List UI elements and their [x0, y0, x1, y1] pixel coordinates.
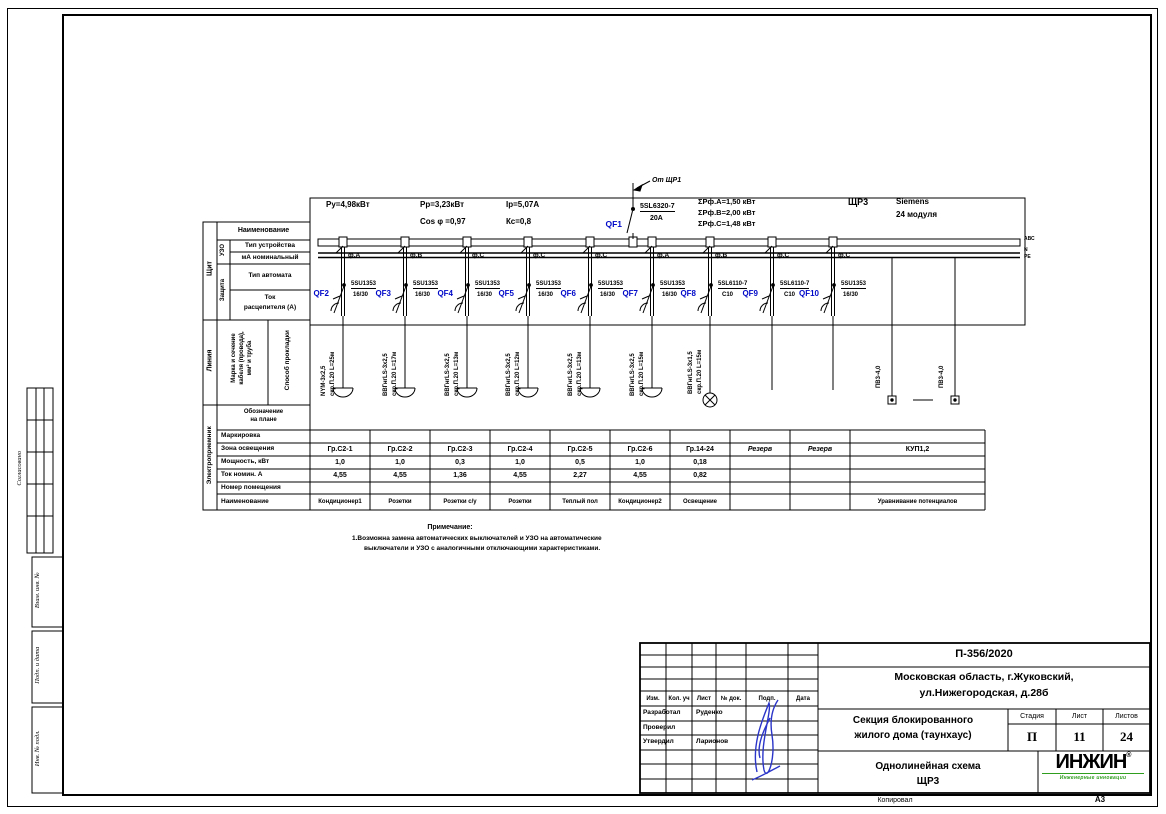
col-podp: Подп.	[758, 696, 776, 702]
section-line-label: Линия	[206, 349, 214, 372]
section-consumer-label: Электроприемник	[205, 426, 213, 485]
phase-label: ф.В	[410, 252, 423, 259]
col-izm: Изм.	[646, 696, 660, 702]
object-line-1: Секция блокированного	[852, 715, 974, 726]
group-cell: Гр.С2-2	[387, 446, 413, 453]
copied-label: Копировал	[877, 797, 913, 804]
phase-label: ф.С	[595, 252, 608, 259]
group-cell: Гр.С2-4	[507, 446, 533, 453]
section-shield-label: Щит	[206, 261, 214, 276]
cable-label: ВВГнгLS-3х2,5	[383, 353, 389, 396]
kup-cable-label: ПВ3-4,0	[939, 365, 945, 388]
section-protection-label: Защита	[220, 278, 226, 302]
breaker-label: QF3	[375, 289, 391, 298]
incoming-feed-label: От ЩР1	[652, 177, 682, 184]
project-code: П-356/2020	[955, 648, 1013, 660]
breaker-label: QF9	[742, 289, 758, 298]
power-cell: 0,3	[455, 459, 465, 466]
cable-laying: скр.П.20 L=17м	[392, 351, 398, 396]
breaker-type: 5SL6110-7	[718, 281, 748, 287]
phase-sum-c: ΣРф.С=1,48 кВт	[698, 219, 756, 228]
row-breaker-type: Тип автомата	[248, 272, 292, 279]
power-cell: 1,0	[635, 459, 645, 466]
qf1-label: QF1	[605, 219, 622, 229]
phase-sum-b: ΣРф.В=2,00 кВт	[698, 208, 756, 217]
phase-label: ф.С	[838, 252, 851, 259]
current-cell: 1,36	[453, 472, 467, 479]
cos-phi: Cos φ =0,97	[420, 217, 466, 226]
logo-tagline: Инженерные инновации	[1042, 773, 1144, 781]
power-cell: 0,18	[693, 459, 707, 466]
cable-laying: скр.П.20 L=12м	[515, 351, 521, 396]
breaker-rating: 16/30	[600, 292, 616, 298]
section-uzo-label: УЗО	[220, 243, 226, 257]
podp-data-label: Подп. и дата	[33, 646, 41, 684]
row-plan-1: Обозначение	[243, 409, 284, 415]
breaker-label: QF10	[798, 289, 819, 298]
row-zone-label: Зона освещения	[221, 445, 275, 452]
power-installed: Ру=4,98кВт	[326, 200, 370, 209]
breaker-rating: 16/30	[353, 292, 369, 298]
power-cell: 1,0	[335, 459, 345, 466]
breaker-label: QF7	[622, 289, 638, 298]
name-cell: Освещение	[683, 499, 717, 505]
breaker-type: 5SU1353	[536, 281, 562, 287]
cable-label: ВВГнгLS-3х2,5	[568, 353, 574, 396]
row-marking-label: Маркировка	[221, 432, 261, 439]
row-name2-label: Наименование	[221, 498, 269, 505]
power-cell: 1,0	[515, 459, 525, 466]
breaker-rating: 16/30	[415, 292, 431, 298]
power-cell: 1,0	[395, 459, 405, 466]
group-cell: Резерв	[807, 446, 833, 453]
notes-line-1: 1.Возможна замена автоматических выключателей и УЗО на автоматические	[352, 535, 602, 542]
row-cable-1: Марка и сечение	[231, 333, 237, 383]
breaker-label: QF4	[437, 289, 453, 298]
cable-label: ВВГнгLS-3х2,5	[506, 353, 512, 396]
current-cell: 4,55	[333, 472, 347, 479]
breaker-rating: C10	[784, 292, 796, 298]
sheet-value: 11	[1073, 729, 1086, 744]
breaker-label: QF8	[680, 289, 696, 298]
logo-wordmark: ИНЖИН®	[1055, 751, 1131, 773]
breaker-rating: 16/30	[662, 292, 678, 298]
row-room-label: Номер помещения	[221, 484, 281, 491]
group-cell: Гр.С2-6	[627, 446, 653, 453]
checked-label: Проверил	[643, 724, 676, 731]
registered-mark-icon: ®	[1126, 752, 1131, 759]
breaker-rating: C10	[722, 292, 734, 298]
developed-label: Разработал	[643, 709, 681, 716]
bus-label-pe: PE	[1024, 254, 1031, 260]
phase-label: ф.С	[533, 252, 546, 259]
branch-qf10	[821, 246, 835, 390]
name-cell: Теплый пол	[562, 499, 598, 505]
cable-laying: скр.П.20 L=13м	[577, 351, 583, 396]
kup-cable-label: ПВ3-4,0	[876, 365, 882, 388]
qf1-type: 5SL6320-7	[640, 203, 675, 210]
row-plan-2: на плане	[250, 417, 277, 423]
address-line-2: ул.Нижегородская, д.28б	[919, 687, 1049, 699]
sheets-value: 24	[1120, 729, 1133, 744]
kup-lines	[888, 258, 959, 404]
row-cable-3: мм² и труба	[247, 340, 253, 376]
breaker-label: QF5	[498, 289, 514, 298]
current-cell: 4,55	[393, 472, 407, 479]
name-cell: Розетки с/у	[443, 499, 477, 505]
row-uzo-ma: мА номинальный	[241, 254, 299, 261]
row-trip-1: Ток	[264, 294, 276, 301]
sheet-label: Лист	[1071, 713, 1088, 720]
cable-laying: скр.П.20 L=25м	[330, 351, 336, 396]
object-line-2: жилого дома (таунхаус)	[854, 730, 972, 741]
cable-laying: скр.П.20 L=13м	[454, 351, 460, 396]
breaker-type: 5SU1353	[598, 281, 624, 287]
notes-line-2: выключатели и УЗО с аналогичными отключающими характеристиками.	[364, 545, 601, 552]
drawing-title-1: Однолинейная схема	[875, 761, 981, 772]
row-cable-2: кабеля (провода),	[239, 331, 245, 385]
cable-label: NYM-3х2,5	[321, 365, 327, 396]
group-cell: Гр.С2-3	[447, 446, 473, 453]
qf1-rating: 20А	[650, 215, 663, 222]
address-line-1: Московская область, г.Жуковский,	[894, 671, 1074, 683]
stage-label: Стадия	[1020, 713, 1044, 720]
current-cell: 4,55	[633, 472, 647, 479]
phase-label: ф.В	[715, 252, 728, 259]
notes-title: Примечание:	[427, 524, 473, 531]
breaker-label: QF6	[560, 289, 576, 298]
group-cell: Гр.С2-5	[567, 446, 593, 453]
cable-label: ВВГнгLS-3х2,5	[445, 353, 451, 396]
cable-label: ВВГнгLS-3х1,5	[688, 351, 694, 394]
row-name-label: Наименование	[237, 227, 290, 234]
inv-podl-label: Инв. № подл.	[33, 730, 41, 767]
power-demand: Рр=3,23кВт	[420, 200, 465, 209]
stage-value: П	[1026, 729, 1038, 744]
cable-label: ВВГнгLS-3х2,5	[630, 353, 636, 396]
approved-stamp-label: Согласовано	[15, 450, 23, 486]
breaker-type: 5SU1353	[413, 281, 439, 287]
cable-laying: скр.П.20 L=15м	[639, 351, 645, 396]
margin-stamps	[27, 388, 63, 793]
phase-label: ф.С	[472, 252, 485, 259]
paper-format-label: А3	[1094, 795, 1106, 804]
breaker-type: 5SU1353	[841, 281, 867, 287]
kup-name-cell: Уравнивание потенциалов	[877, 499, 958, 505]
phase-sum-a: ΣРф.А=1,50 кВт	[698, 197, 756, 206]
col-kol: Кол. уч	[668, 696, 690, 702]
phase-label: ф.С	[777, 252, 790, 259]
breaker-type: 5SL6110-7	[780, 281, 810, 287]
bus-label-abc: АВС	[1024, 236, 1035, 242]
group-cell: Гр.14-24	[686, 446, 714, 453]
name-cell: Кондиционер1	[318, 499, 362, 505]
current-cell: 0,82	[693, 472, 707, 479]
current-cell: 2,27	[573, 472, 587, 479]
current-demand: Iр=5,07А	[506, 200, 540, 209]
demand-factor: Кс=0,8	[506, 217, 532, 226]
phase-label: ф.А	[657, 252, 670, 259]
panel-name: ЩР3	[848, 197, 869, 207]
breaker-type: 5SU1353	[660, 281, 686, 287]
drawing-title-2: ЩР3	[916, 776, 940, 787]
col-list: Лист	[696, 696, 712, 702]
breaker-type: 5SU1353	[351, 281, 377, 287]
breaker-rating: 16/30	[843, 292, 859, 298]
phase-label: ф.А	[348, 252, 361, 259]
group-cell: Гр.С2-1	[327, 446, 353, 453]
group-cell: Резерв	[747, 446, 773, 453]
row-trip-2: расцепителя (А)	[243, 304, 297, 311]
row-current-label: Ток номин. А	[221, 471, 263, 478]
approved-label: Утвердил	[643, 738, 674, 745]
bus-label-n: N	[1024, 247, 1028, 253]
sheets-label: Листов	[1115, 713, 1138, 720]
signature-scribble	[752, 700, 780, 780]
row-laying-label: Способ прокладки	[283, 330, 291, 391]
current-cell: 4,55	[513, 472, 527, 479]
developed-name: Руденко	[696, 709, 723, 716]
breaker-rating: 16/30	[477, 292, 493, 298]
power-cell: 0,5	[575, 459, 585, 466]
col-data: Дата	[796, 696, 810, 702]
vzam-inv-label: Взам. инв. №	[33, 572, 41, 609]
breaker-rating: 16/30	[538, 292, 554, 298]
breaker-label: QF2	[313, 289, 329, 298]
company-logo	[1042, 752, 1144, 781]
panel-vendor: Siemens	[896, 197, 929, 206]
breaker-type: 5SU1353	[475, 281, 501, 287]
approved-name: Ларионов	[696, 738, 729, 745]
panel-modules: 24 модуля	[896, 210, 937, 219]
col-doc: № док.	[720, 696, 742, 702]
row-power-label: Мощность, кВт	[221, 458, 270, 465]
cable-laying: скр.П.20 L=15м	[697, 349, 703, 394]
name-cell: Розетки	[388, 499, 412, 505]
kup-group-cell: КУП1,2	[905, 446, 930, 453]
name-cell: Розетки	[508, 499, 532, 505]
branch-qf9	[760, 246, 774, 390]
row-uzo-type: Тип устройства	[245, 242, 295, 249]
name-cell: Кондиционер2	[618, 499, 662, 505]
